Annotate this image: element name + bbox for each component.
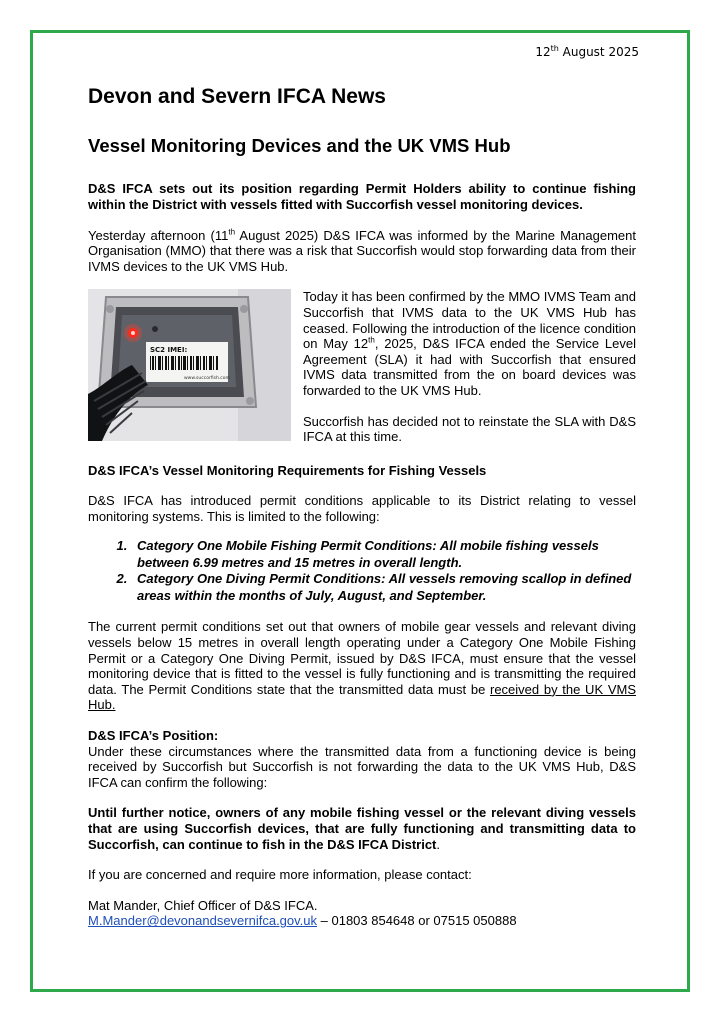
svg-text:www.succorfish.com: www.succorfish.com (184, 376, 230, 382)
current-conditions-paragraph: The current permit conditions set out that owners of mobile gear vessels and relevant diving vessels below 15 metres in overall length operating under a Category One Mobile Fishing Permit or a Category One Diving Permit, issued by D&S IFCA, must ensure that the vessel monitoring device that is fitted to the vessel is fully functioning and is transmitting the required data. The Permit Conditions state that the transmitted data must be received by the UK VMS Hub. (88, 619, 636, 713)
document-date: 12th August 2025 (535, 44, 639, 59)
sla-paragraph: Succorfish has decided not to reinstate the SLA with D&S IFCA at this time. (303, 413, 636, 445)
svg-text:SC2 IMEI:: SC2 IMEI: (150, 346, 188, 355)
article (88, 84, 636, 929)
list-item: 2. Category One Diving Permit Conditions: All vessels removing scallop in defined areas within the months of July, August, and September. (131, 571, 636, 604)
device-illustration (88, 289, 291, 441)
contact-name: Mat Mander, Chief Officer of D&S IFCA. (88, 897, 318, 913)
page-title: Devon and Severn IFCA News (88, 85, 386, 108)
contact-details: M.Mander@devonandsevernifca.gov.uk – 01803 854648 or 07515 050888 (88, 913, 517, 929)
email-link[interactable]: M.Mander@devonandsevernifca.gov.uk (88, 913, 318, 929)
permit-conditions-list (88, 538, 636, 604)
mmo-confirmation-paragraph: Today it has been confirmed by the MMO IVMS Team and Succorfish that IVMS data to the UK VMS Hub has ceased. Following the introduction of the licence condition on May 12th, 2025, D&S IFCA ended the Service Level Agreement (SLA) it had with Succorfish that ensured IVMS data transmitted from the on board devices was forwarded to the UK VMS Hub. (303, 289, 637, 398)
vms-device-photo (88, 289, 291, 441)
requirements-intro: D&S IFCA has introduced permit conditions applicable to its District relating to vessel monitoring systems. This is limited to the following: (88, 493, 636, 524)
lead-paragraph: D&S IFCA sets out its position regarding Permit Holders ability to continue fishing within the District with vessels fitted with Succorfish vessel monitoring devices. (88, 181, 636, 212)
notice-paragraph: Until further notice, owners of any mobile fishing vessel or the relevant diving vessels that are using Succorfish devices, that are fully functioning and transmitting data to Succorfish, can continue to fish in the D&S IFCA District. (88, 805, 636, 852)
list-item: 1. Category One Mobile Fishing Permit Conditions: All mobile fishing vessels between 6.99 metres and 15 metres in overall length. (131, 538, 636, 571)
contact-intro: If you are concerned and require more information, please contact: (88, 867, 472, 883)
article-subtitle: Vessel Monitoring Devices and the UK VMS Hub (88, 135, 511, 157)
position-paragraph: Under these circumstances where the transmitted data from a functioning device is being received by Succorfish but Succorfish is not forwarding the data to the UK VMS Hub, D&S IFCA can confirm the following: (88, 743, 636, 790)
position-heading: D&S IFCA’s Position: (88, 728, 219, 744)
photo-section (88, 289, 636, 444)
intro-paragraph: Yesterday afternoon (11th August 2025) D&S IFCA was informed by the Marine Management Organisation (MMO) that there was a risk that Succorfish would stop forwarding data from their IVMS devices to the UK VMS Hub. (88, 227, 636, 274)
photo-caption-text (303, 289, 636, 444)
requirements-heading: D&S IFCA’s Vessel Monitoring Requirements for Fishing Vessels (88, 462, 487, 478)
